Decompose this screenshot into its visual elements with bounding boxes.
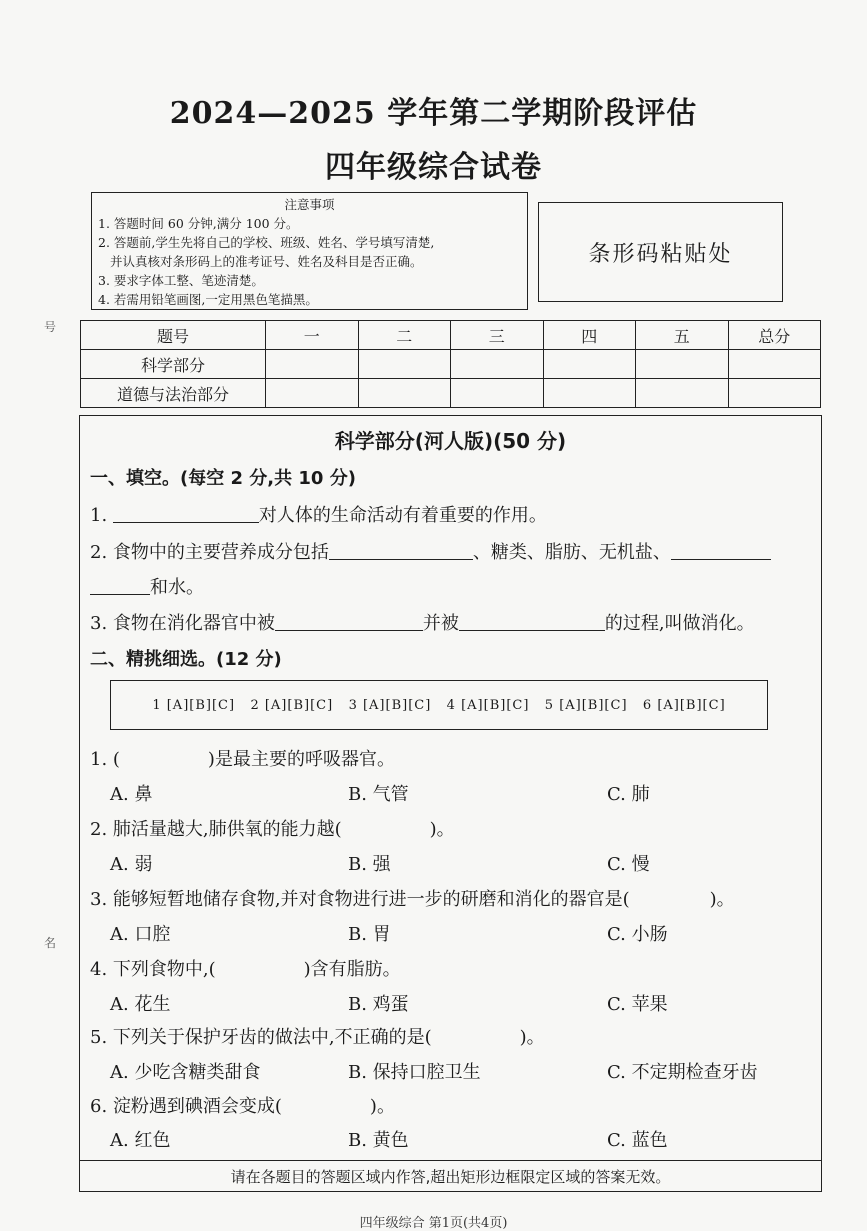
answer-blank[interactable]	[329, 541, 473, 560]
score-row	[81, 379, 821, 408]
choice-option[interactable]: A. 花生	[110, 994, 171, 1015]
choice-option[interactable]: B. 胃	[348, 924, 391, 945]
score-cell[interactable]	[543, 350, 636, 379]
choice-option[interactable]: B. 保持口腔卫生	[348, 1062, 481, 1083]
score-cell[interactable]	[543, 379, 636, 408]
exam-title: 2024—2025 学年第二学期阶段评估	[169, 96, 698, 131]
choice-question: 6. 淀粉遇到碘酒会变成( )。	[90, 1096, 395, 1117]
choice-question: 2. 肺活量越大,肺供氧的能力越( )。	[90, 819, 455, 840]
choice-option[interactable]: B. 黄色	[348, 1130, 409, 1151]
score-row-label: 道德与法治部分	[81, 379, 266, 408]
science-title: 科学部分(河人版)(50 分)	[334, 429, 567, 453]
answer-blank[interactable]	[90, 576, 150, 595]
choice-option[interactable]: A. 鼻	[110, 784, 153, 805]
page-footer: 四年级综合 第1页(共4页)	[359, 1216, 508, 1231]
score-row	[81, 350, 821, 379]
notice-item: 并认真核对条形码上的准考证号、姓名及科目是否正确。	[110, 254, 423, 269]
choice-option[interactable]: C. 小肠	[607, 924, 668, 945]
answer-blank[interactable]	[671, 541, 771, 560]
margin-mark: 名	[44, 936, 57, 950]
score-header-cell: 五	[636, 321, 729, 350]
score-table	[80, 320, 821, 408]
answer-blank[interactable]	[113, 504, 259, 523]
barcode-area	[538, 202, 783, 302]
choice-question: 3. 能够短暂地储存食物,并对食物进行进一步的研磨和消化的器官是( )。	[90, 889, 735, 910]
notice-heading: 注意事项	[284, 197, 335, 212]
choice-option[interactable]: A. 口腔	[110, 924, 171, 945]
score-header-row	[81, 321, 821, 350]
score-cell[interactable]	[728, 379, 821, 408]
choice-option[interactable]: A. 红色	[110, 1130, 171, 1151]
fill-question-1: 1. 对人体的生命活动有着重要的作用。	[90, 505, 547, 526]
choice-question: 4. 下列食物中,( )含有脂肪。	[90, 959, 401, 980]
score-row-label: 科学部分	[81, 350, 266, 379]
score-cell[interactable]	[266, 379, 359, 408]
choice-option[interactable]: C. 蓝色	[607, 1130, 668, 1151]
answer-area-notice	[79, 1160, 822, 1192]
answer-blank[interactable]	[459, 612, 605, 631]
notice-box	[91, 192, 528, 310]
choice-option[interactable]: C. 慢	[607, 854, 650, 875]
notice-item: 4. 若需用铅笔画图,一定用黑色笔描黑。	[98, 292, 318, 307]
choice-option[interactable]: C. 苹果	[607, 994, 668, 1015]
fill-question-2-cont: 和水。	[90, 573, 204, 599]
notice-item: 3. 要求字体工整、笔迹清楚。	[98, 273, 264, 288]
score-header-cell: 二	[358, 321, 451, 350]
choice-option[interactable]: A. 少吃含糖类甜食	[110, 1062, 261, 1083]
choice-option[interactable]: A. 弱	[110, 854, 153, 875]
score-header-cell: 四	[543, 321, 636, 350]
score-header-cell: 三	[451, 321, 544, 350]
answer-blank[interactable]	[275, 612, 423, 631]
barcode-label: 条形码粘贴处	[588, 241, 733, 267]
answer-area-notice-text: 请在各题目的答题区域内作答,超出矩形边框限定区域的答案无效。	[230, 1168, 671, 1186]
section1-heading: 一、填空。(每空 2 分,共 10 分)	[90, 468, 356, 489]
notice-item: 2. 答题前,学生先将自己的学校、班级、姓名、学号填写清楚,	[98, 235, 435, 250]
notice-item: 1. 答题时间 60 分钟,满分 100 分。	[98, 216, 299, 231]
choice-question: 5. 下列关于保护牙齿的做法中,不正确的是( )。	[90, 1027, 545, 1048]
score-cell[interactable]	[636, 350, 729, 379]
score-header-cell: 总分	[728, 321, 821, 350]
choice-option[interactable]: B. 气管	[348, 784, 409, 805]
fill-question-3: 3. 食物在消化器官中被 并被 的过程,叫做消化。	[90, 613, 755, 634]
fill-question-2: 2. 食物中的主要营养成分包括 、糖类、脂肪、无机盐、	[90, 538, 771, 564]
choice-option[interactable]: B. 鸡蛋	[348, 994, 409, 1015]
choice-option[interactable]: C. 不定期检查牙齿	[607, 1062, 758, 1083]
margin-mark: 号	[44, 320, 57, 334]
section2-heading: 二、精挑细选。(12 分)	[90, 649, 282, 670]
score-cell[interactable]	[728, 350, 821, 379]
exam-subtitle: 四年级综合试卷	[325, 150, 542, 185]
score-cell[interactable]	[266, 350, 359, 379]
choice-question: 1. ( )是最主要的呼吸器官。	[90, 749, 395, 770]
score-cell[interactable]	[451, 379, 544, 408]
answer-card-text: 1 [A][B][C] 2 [A][B][C] 3 [A][B][C] 4 [A][B][C] 5 [A][B][C] 6 [A][B][C]	[152, 697, 726, 713]
answer-card[interactable]	[110, 680, 768, 730]
score-cell[interactable]	[451, 350, 544, 379]
score-cell[interactable]	[358, 379, 451, 408]
score-cell[interactable]	[358, 350, 451, 379]
choice-option[interactable]: C. 肺	[607, 784, 650, 805]
score-header-cell: 题号	[81, 321, 266, 350]
choice-option[interactable]: B. 强	[348, 854, 391, 875]
score-cell[interactable]	[636, 379, 729, 408]
score-header-cell: 一	[266, 321, 359, 350]
